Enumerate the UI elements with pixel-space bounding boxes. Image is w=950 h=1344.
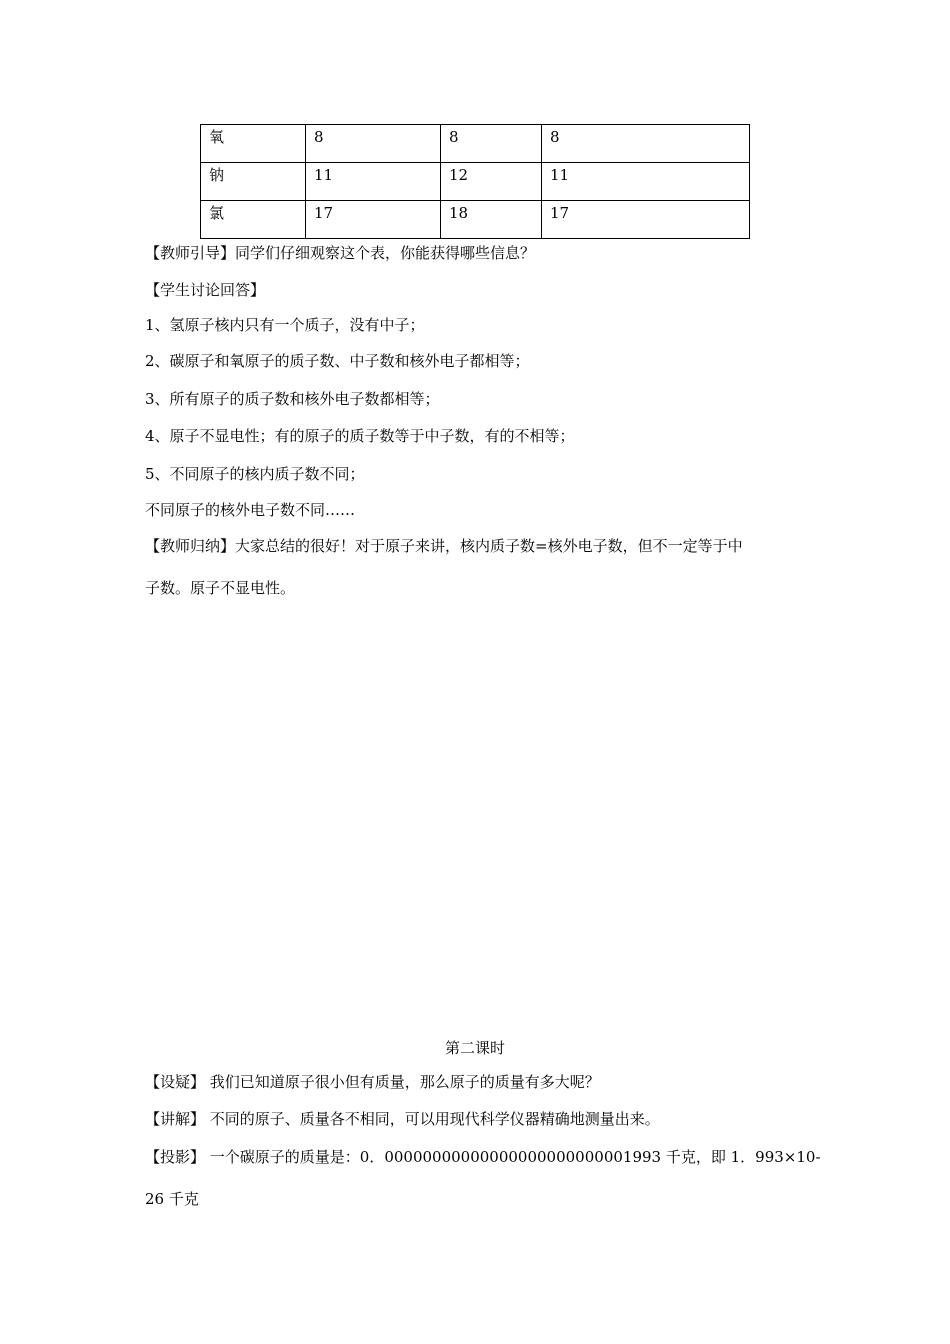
table-cell-protons: 17 xyxy=(306,201,441,239)
table-cell-neutrons: 8 xyxy=(441,125,542,163)
table-cell-electrons: 17 xyxy=(542,201,750,239)
table-cell-electrons: 11 xyxy=(542,163,750,201)
table-cell-neutrons: 18 xyxy=(441,201,542,239)
table-cell-electrons: 8 xyxy=(542,125,750,163)
question-paragraph: 【设疑】 我们已知道原子很小但有质量，那么原子的质量有多大呢？ xyxy=(145,1073,600,1091)
teacher-summary-line: 【教师归纳】大家总结的很好！对于原子来讲，核内质子数=核外电子数，但不一定等于中 xyxy=(145,537,743,555)
answer-item: 3、所有原子的质子数和核外电子数都相等； xyxy=(145,390,440,408)
table-row xyxy=(201,125,750,163)
answer-item: 2、碳原子和氧原子的质子数、中子数和核外电子都相等； xyxy=(145,352,530,370)
table-cell-element: 钠 xyxy=(201,163,306,201)
table-cell-element: 氯 xyxy=(201,201,306,239)
projection-line: 【投影】 一个碳原子的质量是：0．00000000000000000000000001993 千克，即 1．993×10- xyxy=(145,1148,821,1166)
answer-item: 5、不同原子的核内质子数不同； xyxy=(145,465,365,483)
answer-item: 不同原子的核外电子数不同…… xyxy=(145,501,356,519)
table-cell-element: 氧 xyxy=(201,125,306,163)
table-cell-protons: 8 xyxy=(306,125,441,163)
answer-item: 1、氢原子核内只有一个质子，没有中子； xyxy=(145,316,425,334)
lesson-title: 第二课时 xyxy=(444,1039,505,1057)
table-row xyxy=(201,201,750,239)
projection-line: 26 千克 xyxy=(145,1190,199,1208)
teacher-guide-paragraph: 【教师引导】同学们仔细观察这个表，你能获得哪些信息？ xyxy=(145,244,536,262)
atom-data-table xyxy=(200,124,750,239)
table-row xyxy=(201,163,750,201)
answer-item: 4、原子不显电性；有的原子的质子数等于中子数，有的不相等； xyxy=(145,427,575,445)
student-discussion-heading: 【学生讨论回答】 xyxy=(145,281,266,299)
table-cell-protons: 11 xyxy=(306,163,441,201)
teacher-summary-line: 子数。原子不显电性。 xyxy=(145,579,296,597)
table-cell-neutrons: 12 xyxy=(441,163,542,201)
explain-paragraph: 【讲解】 不同的原子、质量各不相同，可以用现代科学仪器精确地测量出来。 xyxy=(145,1110,660,1128)
